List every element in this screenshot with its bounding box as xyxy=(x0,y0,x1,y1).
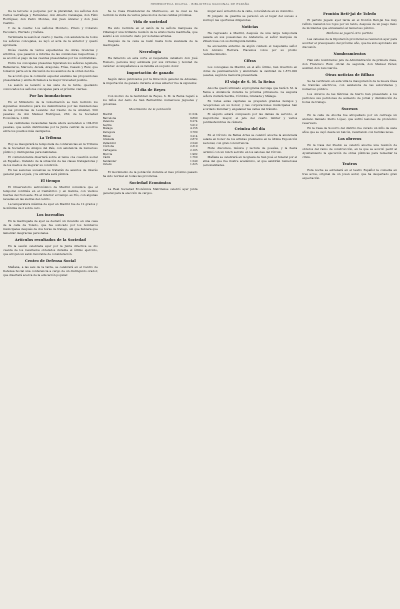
section-heading: La Tribuna xyxy=(39,136,62,140)
article-paragraph: Se ha verificado en esta villa la inauguración de la nueva línea de tranvías eléctricos, con asistencia de las autoridades y numeroso público. xyxy=(302,79,397,91)
article-paragraph: La temperatura máxima de ayer en Madrid fue de 12 grados y la mínima de 2 sobre cero. xyxy=(3,202,98,210)
article-paragraph: Hoy se inaugurará la temporada de conferencias en la Tribuna de la Sociedad de Amigos del País, con asistencia de numeroso público y distinguidas personalidades. xyxy=(3,142,98,154)
table-cell: 6.274 xyxy=(190,120,198,124)
table-cell: 3.780 xyxy=(190,130,198,134)
article-paragraph: El conferenciante disertará sobre el tema «La cuestión social en España», tratando de la situación de las clases trabajadoras y de los medios de mejorar su condición. xyxy=(3,155,98,167)
table-cell: Madrid xyxy=(102,113,113,116)
article-paragraph: En el Círculo de Bellas Artes se celebró anoche la anunciada velada en honor de los artistas premiados en la última Exposición nacional, con gran concurrencia. xyxy=(202,133,298,145)
article-paragraph: En todas estas capitales se preparan grandes festejos y recepciones en su honor, y las corporaciones municipales han acordado iluminar y engalanar las calles del tránsito. xyxy=(202,99,298,111)
section-heading: Sociedad Económica xyxy=(129,180,171,185)
section-heading: Importación de ganado xyxy=(126,71,174,75)
table-cell: Málaga xyxy=(102,127,113,131)
columns xyxy=(3,9,397,605)
article-paragraph: Ha regresado a Madrid, después de una larga temporada pasada en sus posesiones de Andalucía, el señor marqués de Villaviciosa con su distinguida familia. xyxy=(202,31,298,43)
table-cell: Zaragoza xyxy=(102,130,116,134)
data-table xyxy=(103,113,198,167)
section-heading: Vida de sociedad xyxy=(133,20,168,24)
article-paragraph: El Observatorio astronómico de Madrid comunica que el temporal continúa en el Cantábrico y en Galicia, con vientos fuertes del Noroeste. En el interior el tiempo es frío, con algunas nevadas en las sierras del centro. xyxy=(3,185,98,201)
article-paragraph: En la Casa de Socorro del distrito fue curado un niño de siete años que se cayó desde un balcón, resultando con heridas leves. xyxy=(302,126,397,134)
section-heading: Centro de Defensa Social xyxy=(25,259,76,263)
article-paragraph: La sesión se levantó a las siete de la tarde, quedando convocados los señores concejales para el próximo viernes. xyxy=(3,83,98,91)
table-cell: 2.310 xyxy=(190,145,198,149)
section-heading: Noticias xyxy=(241,25,259,29)
table-cell: 2.870 xyxy=(190,138,198,142)
section-heading: Necrología xyxy=(139,50,162,54)
article-paragraph: Se encuentra enfermo de algún cuidado el respetable señor don Antonio Herrera. Hacemos votos por su pronto restablecimiento. xyxy=(202,44,298,56)
article-paragraph: Anoche quedó ultimado el programa del viaje que hará S. M. la Reina a Andalucía durante la próxima primavera. La augusta señora visitará Sevilla, Córdoba, Granada y Málaga. xyxy=(202,86,298,98)
section-heading: El viaje de S. M. la Reina xyxy=(224,80,275,84)
table-cell: Bilbao xyxy=(102,134,112,138)
article-paragraph: Mañana, a las seis de la tarde, se celebrará en el Centro de Defensa Social una conferencia a cargo de un distinguido orador, que disertará acerca de la educación popular. xyxy=(3,265,98,277)
table-cell: 3.214 xyxy=(190,134,198,138)
article-paragraph: Terminada la sesión al cuarto y media, con asistencia de todos los señores concejales, se leyó el acta de la anterior y quedó aprobada. xyxy=(3,35,98,47)
table-cell: Granada xyxy=(102,138,115,142)
article-paragraph: El partido jugado ayer tarde en el frontón Beti-Jai fue muy reñido. Ganaron los rojos por un tanto, después de un juego lleno de incidentes que entusiasmó al numeroso público. xyxy=(302,18,397,30)
table-cell: Barcelona xyxy=(102,116,117,120)
section-heading: Teatros xyxy=(342,162,358,166)
article-paragraph: Se le Casa Presidencial de Marruecos, en la cual se ha recibido la visita de varios jefes moros de las cabilas próximas. xyxy=(102,9,198,17)
table-title: Movimiento de la población xyxy=(129,107,172,111)
section-heading: El tiempo xyxy=(40,179,61,183)
article-paragraph: En la Casa del Pueblo se celebró anoche una reunión de obreros del ramo de construcción, en la que se acordó pedir al Ayuntamiento la ejecución de obras públicas para remediar la crisis. xyxy=(302,143,397,159)
article-paragraph: La Real Sociedad Económica Matritense celebró ayer junta general para la elección de cargos. xyxy=(102,186,198,195)
table-cell: Santander xyxy=(102,159,117,163)
article-paragraph: En la madrugada de ayer se declaró un incendio en una casa de la calle de Toledo, que fue sofocado por los bomberos municipales después de dos horas de trabajo, sin que hubiera que lamentar desgracias personales. xyxy=(3,219,98,235)
table-cell: Cartagena xyxy=(102,148,117,152)
section-heading: Por las inundaciones xyxy=(29,94,72,98)
article-paragraph: Hubo discursos, música y lectura de poesías, y la fiesta terminó con un lunch servido en los salones del Círculo. xyxy=(202,146,298,154)
table-cell: Sevilla xyxy=(102,123,112,127)
table-cell: 9.890 xyxy=(190,116,198,120)
article-paragraph: Y de la cuarta: Los señores Montero, Prieto y Cotarelo Escudero, Hurtado y Cañete. xyxy=(3,26,98,34)
table-cell: 1.982 xyxy=(190,152,198,156)
article-paragraph: En la calle de Atocha fue atropellado por un carruaje un anciano llamado Pedro López, que sufrió lesiones de pronóstico reservado. xyxy=(302,113,397,125)
table-cell: 5.012 xyxy=(190,123,198,127)
section-heading: Cifras xyxy=(243,59,256,63)
article-paragraph: Mañana se celebrará en la iglesia de San José el funeral por el alma del que fue ilustre académico, al que asistirán numerosas personalidades. xyxy=(202,155,298,167)
article-paragraph: Han sido nombrados: jefe de Administración de primera clase, don Francisco Ruiz; oficial de segunda, don Manuel Pérez; auxiliar, don Luis García. xyxy=(302,58,397,70)
article-paragraph: De la tercera: A perpetuo por la pluralidad, los señores don Carlos Larrañaga y Fernández, don Alberto Canalejas, don Félix Rodríguez, don Pedro Montes, don Juan Álvarez y don José Castillo. xyxy=(3,9,98,25)
table-cell: Córdoba xyxy=(102,145,114,149)
table-cell: 11.524 xyxy=(188,113,198,116)
section-heading: Los obreros xyxy=(337,137,362,141)
section-heading: Nombramientos xyxy=(333,52,366,56)
article-paragraph: Las cabezas de la Diputación provincial se reunieron ayer para acordar el presupuesto del próximo año, que ha sido aprobado sin discusión. xyxy=(302,37,397,49)
column-4 xyxy=(302,9,397,605)
table-row xyxy=(103,163,198,167)
article-paragraph: Dióse cuenta de varios expedientes de obras, licencias y arbitrios, que pasaron a informe de las comisiones respectivas, y se acordó el pago de las cuentas presentadas por los contratistas. xyxy=(3,48,98,60)
table-cell: 2.105 xyxy=(190,148,198,152)
article-paragraph: El movimiento de la población durante el mes próximo pasado ha sido normal en todas las provincias. xyxy=(102,169,198,178)
table-cell: 1.325 xyxy=(190,163,198,167)
section-heading: Frontón Beti-Jai de Toledo xyxy=(323,12,377,16)
subheading: Mañana se jugará otro partido xyxy=(326,31,373,35)
table-cell: Valladolid xyxy=(102,141,116,145)
article-paragraph: En el Ministerio de la Gobernación se han recibido los siguientes donativos para los damnificados por las inundaciones de las provincias de Levante: del Casino de la Amistad, 500 pesetas; de don Manuel Rodríguez, 250; de la Sociedad Económica, 1.000. xyxy=(3,100,98,120)
article-paragraph: En las sesiones sucesivas se tratarán de asuntos de interés general para el país, y la entrada será pública. xyxy=(3,168,98,176)
article-paragraph: Según datos publicados por la Dirección general de Aduanas, la importación de ganado durante el mes anterior fue la siguiente: xyxy=(102,77,198,85)
article-paragraph: Las cantidades recaudadas hasta ahora ascienden a 184.650 pesetas, que serán distribuidas por la Junta central de socorros entre los pueblos más castigados. xyxy=(3,121,98,133)
article-paragraph: Ha sido recibida en el salón de la señora marquesa de Villamejor una brillante reunión de la aristocracia madrileña, que asistió a un concierto dado por notables artistas. xyxy=(102,26,198,38)
article-paragraph: El séquito estará compuesto por las damas de servicio, el mayordomo mayor, el jefe del cuarto militar y varios gentileshombres de cámara. xyxy=(202,112,298,124)
table-cell: 1.760 xyxy=(190,156,198,160)
table-cell: Oviedo xyxy=(102,163,112,167)
column-2 xyxy=(103,9,198,605)
table-cell: Cádiz xyxy=(102,156,111,160)
article-paragraph: Los concejales de Madrid, en el año último, han invertido en obras de pavimentación y alumbrado la cantidad de 1.875.000 pesetas, según la memoria presentada. xyxy=(202,65,298,77)
table-cell: 2.540 xyxy=(190,141,198,145)
article-paragraph: Los obreros de las fábricas de hierro han presentado a los patronos sus peticiones de aumento de jornal y disminución de horas de trabajo. xyxy=(302,92,397,104)
column-3 xyxy=(203,9,298,605)
article-paragraph: Esta noche se estrenará en el teatro Español la comedia en tres actos, original de un joven autor, que ha despertado gran expectación. xyxy=(302,168,397,180)
article-paragraph: mujer sacó al herido de la calle, colocándole en su domicilio. xyxy=(207,9,294,13)
table-cell: 4.156 xyxy=(190,127,198,131)
article-paragraph: Se acordó que la comisión especial examine las proposiciones presentadas y emita dictamen a la mayor brevedad posible. xyxy=(3,74,98,82)
section-heading: Crónica del día xyxy=(234,127,266,131)
section-heading: Otras noticias de Bilbao xyxy=(325,73,374,77)
section-heading: Artículos resultados de la Sociedad xyxy=(14,238,86,242)
section-heading: El día de Reyes xyxy=(134,88,166,92)
article-paragraph: En la sesión celebrada ayer por la Junta directiva se dio cuenta de los resultados obtenidos durante el último ejercicio, que arrojan un saldo favorable de consideración. xyxy=(3,244,98,256)
page-header: HEMEROTECA DIGITAL · BIBLIOTECA NACIONAL DE ESPAÑA xyxy=(150,2,250,6)
table-cell: Murcia xyxy=(102,152,113,156)
article-paragraph: Después de la cena se bailó hasta hora avanzada de la madrugada. xyxy=(102,39,198,47)
table-cell: 1.540 xyxy=(190,159,198,163)
section-heading: Sucesos xyxy=(341,107,358,111)
article-paragraph: El juzgado de guardia se personó en el lugar del suceso e instruyó las oportunas diligencias. xyxy=(202,14,298,22)
article-paragraph: Con motivo de la festividad de Reyes, S. M. la Reina regaló a los niños del Asilo de San Bernardino numerosos juguetes y golosinas. xyxy=(102,94,198,106)
article-paragraph: Entre los concejales presentes figuraban los señores Aguilera, Ballesteros, Marcelo, Alcalá, Aragonés, Frías, Casado y Ruiz, que tomaron parte en la discusión de los asuntos de la orden del día. xyxy=(3,61,98,73)
table-cell: Valencia xyxy=(102,120,114,124)
column-1 xyxy=(3,9,98,605)
section-heading: Los incendios xyxy=(36,213,65,217)
article-paragraph: Ha fallecido en esta corte el respetable caballero don José Romero, persona muy estimada por sus virtudes y bondad de carácter. Acompañamos a su familia en su justo dolor. xyxy=(102,56,198,68)
